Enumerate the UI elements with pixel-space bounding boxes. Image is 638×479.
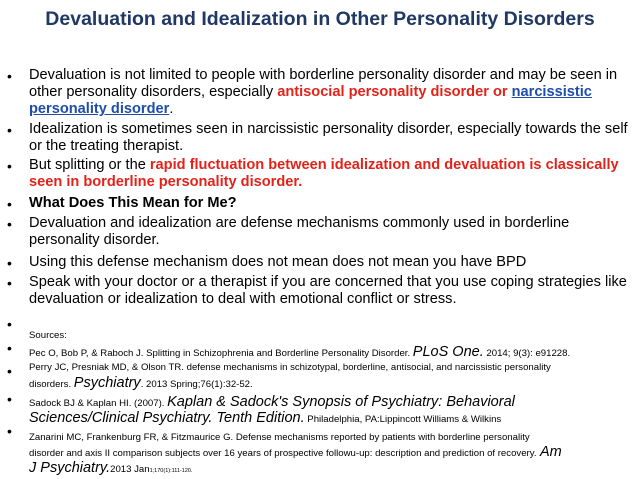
bullet-splitting (29, 157, 629, 191)
bullet-icon: • (7, 316, 12, 332)
bullet-not-bpd: Using this defense mechanism does not mean does not mean you have BPD (29, 254, 527, 270)
antisocial-highlight: antisocial personality disorder or (277, 84, 512, 100)
bullet-defense-mechanisms: Devaluation and idealization are defense mechanisms commonly used in borderline personality disorder. (29, 215, 570, 248)
bullet-text: But splitting or the (29, 157, 150, 173)
book-title-line1: Kaplan & Sadock's Synopsis of Psychiatry: Behavioral (167, 394, 515, 410)
bullet-icon: • (7, 423, 12, 439)
narcissistic-link[interactable]: narcissistic personality disorder (29, 84, 592, 117)
source-perry-line2: disorders. Psychiatry. 2013 Spring;76(1):32-52. (29, 375, 253, 391)
bullet-idealization: Idealization is sometimes seen in narcissistic personality disorder, especially towards the self or the treating therapist. (29, 121, 628, 154)
bullet-end: . (169, 101, 174, 117)
bullet-icon: • (7, 158, 12, 174)
bullet-devaluation-limits (29, 67, 629, 118)
book-title-line2: Sciences/Clinical Psychiatry. Tenth Edition. (29, 410, 305, 426)
source-zanarini-line1: Zanarini MC, Frankenburg FR, & Fitzmaurice G. Defense mechanisms reported by patients with borderline personality (29, 432, 530, 443)
splitting-highlight: rapid fluctuation between idealization and devaluation is classically seen in borderline personality disorder. (29, 157, 619, 190)
slide-title: Devaluation and Idealization in Other Personality Disorders (45, 8, 595, 30)
journal-j-psychiatry: J Psychiatry. (29, 460, 111, 476)
bullet-icon: • (7, 340, 12, 356)
journal-am: Am (536, 444, 562, 460)
source-zanarini-line2: disorder and axis II comparison subjects over 16 years of prospective followu-up: description and prediction of recovery. Am (29, 444, 562, 460)
bullet-speak-with-doctor: Speak with your doctor or a therapist if you are concerned that you use coping strategies like devaluation or idealization to deal with emotional conflict or stress. (29, 274, 627, 307)
source-perry-line1: Perry JC, Presniak MD, & Olson TR. defense mechanisms in schizotypal, borderline, antisocial, and narcissistic personality (29, 362, 551, 373)
bullet-icon: • (7, 363, 12, 379)
journal-psychiatry: Psychiatry (73, 375, 141, 391)
source-sadock-line2: Sciences/Clinical Psychiatry. Tenth Edition. Philadelphia, PA:Lippincott Williams & Wilkins (29, 410, 502, 426)
bullet-icon: • (7, 68, 12, 84)
bullet-icon: • (7, 275, 12, 291)
source-sadock-line1: Sadock BJ & Kaplan HI. (2007). Kaplan & Sadock's Synopsis of Psychiatry: Behavioral (29, 394, 515, 410)
source-zanarini-line3: J Psychiatry.2013 Jan1;170(1):111-120. (29, 460, 193, 476)
journal-plos-one: PLoS One. (412, 344, 484, 360)
bullet-icon: • (7, 196, 12, 212)
bullet-icon: • (7, 391, 12, 407)
bullet-text: Devaluation is not limited to people with borderline personality disorder and may be seen in other personality disorders, especially (29, 67, 618, 100)
bullet-icon: • (7, 122, 12, 138)
sources-label: Sources: (29, 330, 67, 341)
source-pec: Pec O, Bob P, & Raboch J. Splitting in Schizophrenia and Borderline Personality Disorder. PLoS One. 2014; 9(3): e91228. (29, 344, 571, 360)
bullet-icon: • (7, 255, 12, 271)
bullet-what-does-this-mean: What Does This Mean for Me? (29, 195, 237, 211)
bullet-icon: • (7, 216, 12, 232)
